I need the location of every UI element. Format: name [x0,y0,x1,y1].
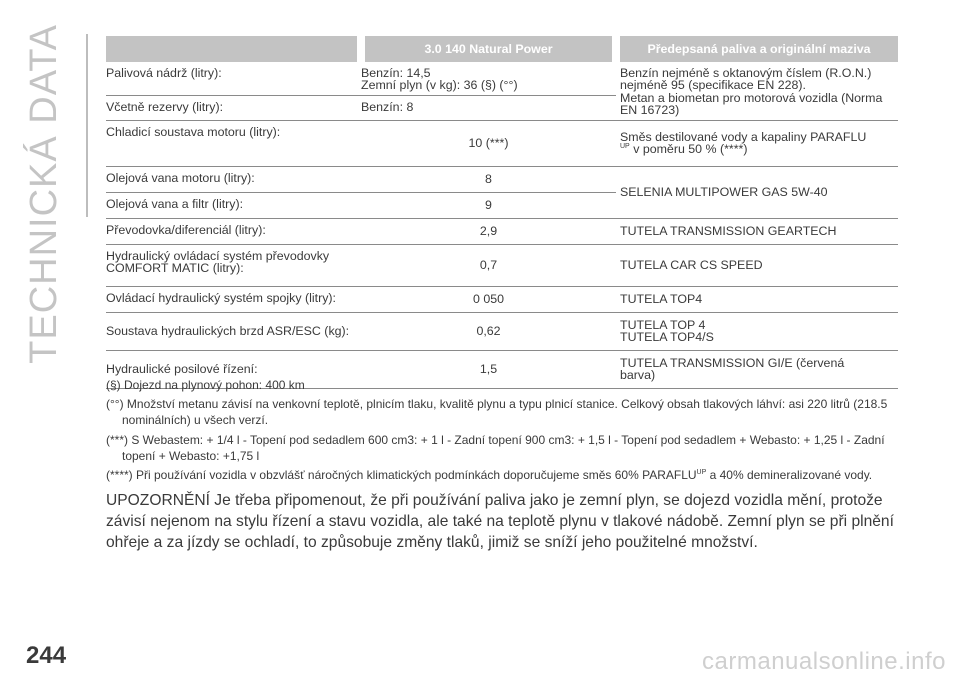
row-spec: TUTELA TRANSMISSION GI/E (červená barva) [616,350,898,388]
footnote-text: (****) Při používání vozidla v obzvlášť náročných klimatických podmínkách doporučujeme směs 60% PARAFLU [106,467,697,482]
header-fluids: Předepsaná paliva a originální maziva [616,36,898,62]
sidebar-divider [86,34,88,217]
row-value: 2,9 [361,218,616,244]
section-sidebar-title [14,24,74,364]
row-spec: TUTELA TOP4 [616,286,898,312]
row-label: Chladicí soustava motoru (litry): [106,120,361,166]
row-value: 10 (***) [361,120,616,166]
footnote: (***) S Webastem: + 1/4 l - Topení pod sedadlem 600 cm3: + 1 l - Zadní topení 900 cm3: + 1,5 l - Topení pod sedadlem + Webasto: + 1,25 l - Zadní topení + Webasto: +1,75 l [106,432,885,463]
row-value: 8 [361,166,616,192]
footnote-text-end: a 40% demineralizované vody. [706,467,873,482]
paraflu-superscript: UP [696,468,707,476]
row-spec: SELENIA MULTIPOWER GAS 5W-40 [616,166,898,218]
row-value: 9 [361,192,616,218]
header-engine: 3.0 140 Natural Power [361,36,616,62]
warning-paragraph: UPOZORNĚNÍ Je třeba připomenout, že při používání paliva jako je zemní plyn, se dojezd vozidla mění, protože závisí nejenom na stylu řízení a stavu vozidla, ale také na teplotě plynu v tlakové nádobě. Zemní plyn se při plnění ohřeje a za jízdy se ochladí, to způsobuje změny tlaků, jimiž se sníží jeho použitelné množství. [106,492,894,552]
table-row [106,286,898,312]
table-row [106,218,898,244]
coolant-ratio-text: v poměru 50 % (****) [633,142,748,157]
paraflu-superscript: UP [620,143,630,151]
table-row [106,166,898,192]
page-number: 244 [26,642,67,669]
row-spec: Benzín nejméně s oktanovým číslem (R.O.N.) nejméně 95 (specifikace EN 228). Metan a biometan pro motorová vozidla (Norma EN 16723) [616,62,898,120]
table-row [106,312,898,350]
row-value: 0,7 [361,244,616,286]
row-value: 1,5 [361,350,616,388]
table-row [106,62,898,96]
table-row [106,120,898,166]
capacities-table [106,36,898,389]
row-spec [616,120,898,166]
footnote: (§) Dojezd na plynový pohon: 400 km [106,378,305,392]
row-label: Převodovka/diferenciál (litry): [106,218,361,244]
row-spec: TUTELA TOP 4 TUTELA TOP4/S [616,312,898,350]
row-value: 0 050 [361,286,616,312]
sidebar-title-text: TECHNICKÁ DATA [22,24,65,364]
row-value: Benzín: 14,5 Zemní plyn (v kg): 36 (§) (°°) [361,62,616,96]
coolant-spec-text: Směs destilované vody a kapaliny PARAFLU [620,129,867,144]
row-label: Hydraulický ovládací systém převodovky COMFORT MATIC (litry): [106,244,361,286]
table-footnotes [106,377,898,486]
row-value: 0,62 [361,312,616,350]
footnote: (°°) Množství metanu závisí na venkovní teplotě, plnicím tlaku, kvalitě plynu a typu plnicí stanice. Celkový obsah tlakových láhví: asi 220 litrů (218.5 nominálních) u všech verzí. [106,397,888,428]
row-label: Olejová vana a filtr (litry): [106,192,361,218]
watermark: carmanualsonline.info [702,648,946,675]
table-header-row [106,36,898,62]
table-row [106,244,898,286]
row-spec: TUTELA CAR CS SPEED [616,244,898,286]
row-label: Olejová vana motoru (litry): [106,166,361,192]
row-value: Benzín: 8 [361,96,616,120]
footnote [106,467,898,483]
header-blank [106,36,361,62]
row-label: Ovládací hydraulický systém spojky (litry): [106,286,361,312]
row-label: Palivová nádrž (litry): [106,62,361,96]
row-label: Včetně rezervy (litry): [106,96,361,120]
row-label: Soustava hydraulických brzd ASR/ESC (kg): [106,312,361,350]
row-spec: TUTELA TRANSMISSION GEARTECH [616,218,898,244]
row-label: Hydraulické posilové řízení: [106,350,361,388]
